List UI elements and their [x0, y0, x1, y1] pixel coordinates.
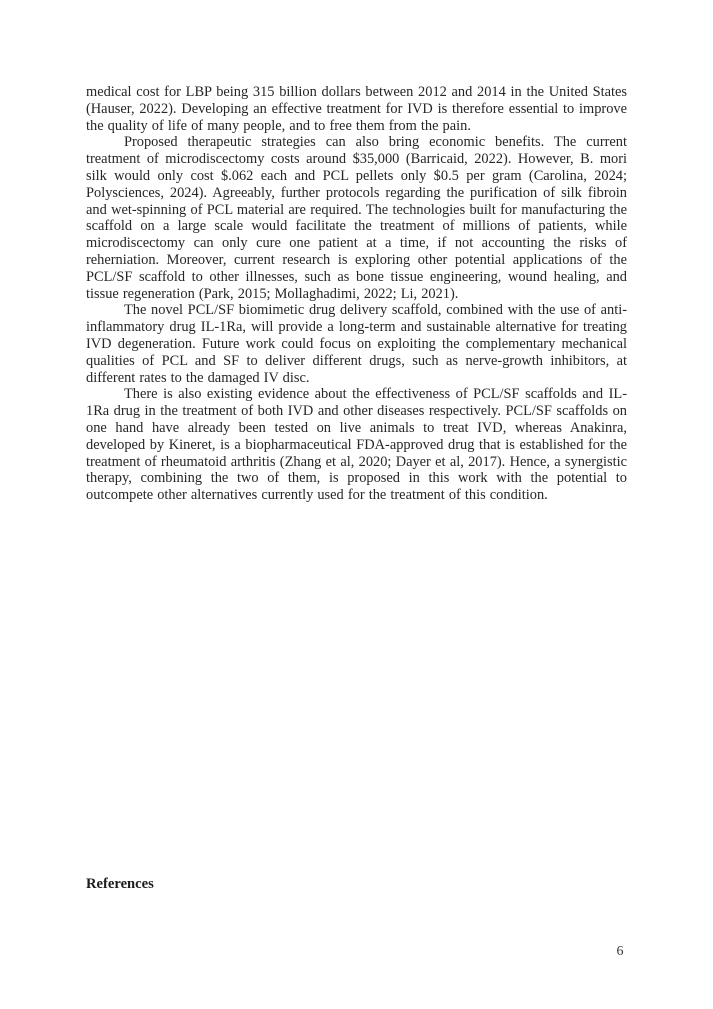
body-paragraph: The novel PCL/SF biomimetic drug delivery scaffold, combined with the use of anti-inflammatory drug IL-1Ra, will provide a long-term and sustainable alternative for treating IVD degeneration. Future work could focus on exploiting the complementary mechanical qualities of PCL and SF to deliver different drugs, such as nerve-growth inhibitors, at different rates to the damaged IV disc. [86, 302, 627, 386]
references-heading: References [86, 875, 154, 892]
text-block [86, 84, 627, 893]
body-paragraph: There is also existing evidence about the effectiveness of PCL/SF scaffolds and IL-1Ra drug in the treatment of both IVD and other diseases respectively. PCL/SF scaffolds on one hand have already been tested on live animals to treat IVD, whereas Anakinra, developed by Kineret, is a biopharmaceutical FDA-approved drug that is established for the treatment of rheumatoid arthritis (Zhang et al, 2020; Dayer et al, 2017). Hence, a synergistic therapy, combining the two of them, is proposed in this work with the potential to outcompete other alternatives currently used for the treatment of this condition. [86, 386, 627, 504]
body-paragraph: Proposed therapeutic strategies can also bring economic benefits. The current treatment of microdiscectomy costs around $35,000 (Barricaid, 2022). However, B. mori silk would only cost $.062 each and PCL pellets only $0.5 per gram (Carolina, 2024; Polysciences, 2024). Agreeably, further protocols regarding the purification of silk fibroin and wet-spinning of PCL material are required. The technologies built for manufacturing the scaffold on a large scale would facilitate the treatment of millions of patients, while microdiscectomy can only cure one patient at a time, if not accounting the risks of reherniation. Moreover, current research is exploring other potential applications of the PCL/SF scaffold to other illnesses, such as bone tissue engineering, wound healing, and tissue regeneration (Park, 2015; Mollaghadimi, 2022; Li, 2021). [86, 134, 627, 302]
body-paragraph: medical cost for LBP being 315 billion dollars between 2012 and 2014 in the United States (Hauser, 2022). Developing an effective treatment for IVD is therefore essential to improve the quality of life of many people, and to free them from the pain. [86, 84, 627, 134]
page-number: 6 [616, 944, 624, 959]
